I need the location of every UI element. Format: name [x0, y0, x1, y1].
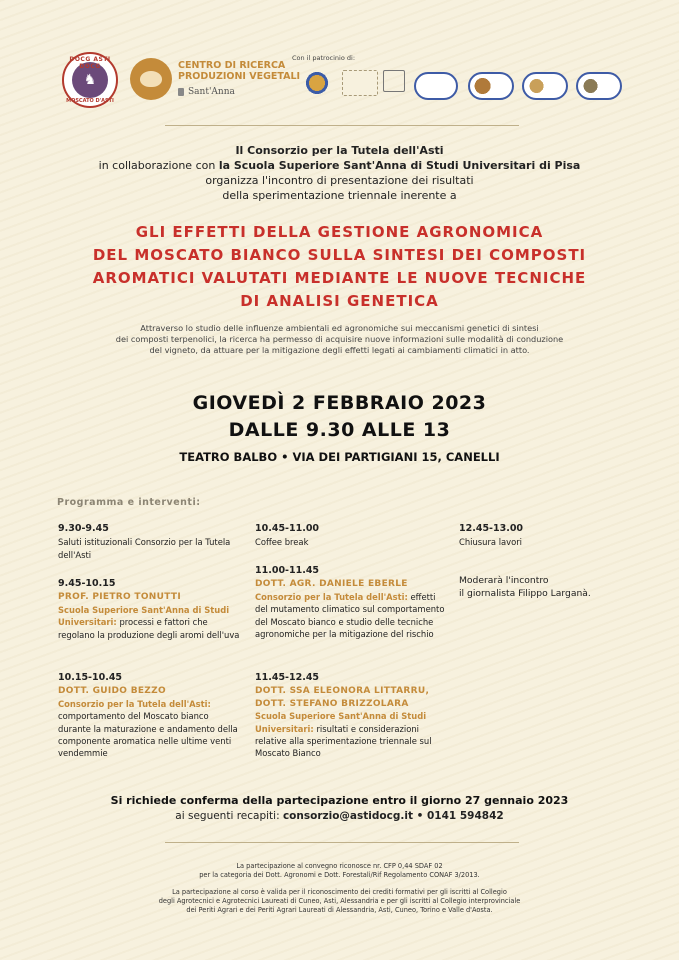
patron-logo-3 — [383, 70, 405, 92]
intro-text: Il Consorzio per la Tutela dell'Asti in collaborazione con la Scuola Superiore Sant'Anna di Studi Universitari di Pisa organizza l'incontro di presentazione dei risultati della sperimentazione triennale inerente a — [98, 144, 581, 202]
horse-icon: ♞ — [72, 62, 108, 98]
patrocinio-label: Con il patrocinio di: — [292, 54, 356, 62]
crpv-sub: Sant'Anna — [188, 87, 235, 97]
event-venue: TEATRO BALBO • VIA DEI PARTIGIANI 15, CANELLI — [179, 450, 500, 464]
leaf-icon — [140, 71, 162, 87]
patron-logo-5 — [468, 72, 514, 100]
patron-logo-4 — [414, 72, 458, 100]
patron-logo-6 — [522, 72, 568, 100]
program-slot: 10.15-10.45 DOTT. GUIDO BEZZO Consorzio per la Tutela dell'Asti: comportamento del Moscato bianco durante la maturazione e andamento della componente aromatica nelle ultime venti vendemmie — [58, 672, 238, 759]
program-heading: Programma e interventi: — [57, 497, 201, 508]
program-slot: 9.30-9.45 Saluti istituzionali Consorzio per la Tutela dell'Asti — [58, 523, 231, 560]
program-slot: 9.45-10.15 PROF. PIETRO TONUTTI Scuola Superiore Sant'Anna di Studi Universitari: processi e fattori che regolano la produzione degli aromi dell'uva — [58, 578, 240, 640]
event-description: Attraverso lo studio delle influenze ambientali ed agronomiche sui meccanismi genetici di sintesi dei composti terpenolici, la ricerca ha permesso di acquisire nuove informazioni sulle modalità di conduzione del vigneto, da attuare per la mitigazione degli effetti legati ai cambiamenti climatici in atto. — [115, 323, 564, 355]
crpv-name: CENTRO DI RICERCA PRODUZIONI VEGETALI — [178, 60, 301, 82]
footer-cfp: La partecipazione al convegno riconosce nr. CFP 0,44 SDAF 02 per la categoria dei Dott. Agronomi e Dott. Forestali/Rif Regolamento CONAF 3/2013. — [199, 862, 480, 879]
patron-logo-1 — [301, 70, 333, 96]
program-slot: 11.00-11.45 DOTT. AGR. DANIELE EBERLE Consorzio per la Tutela dell'Asti: effetti del mutamento climatico sul comportamento del Moscato bianco e studio delle tecniche agronomiche per la mitigazione del rischio — [255, 565, 445, 640]
rsvp-contacts: ai seguenti recapiti: consorzio@astidocg.it • 0141 594842 — [175, 810, 504, 822]
program-slot: 12.45-13.00 Chiusura lavori — [459, 523, 524, 548]
moderator-note: Moderarà l'incontro il giornalista Filippo Larganà. — [459, 575, 591, 599]
event-date: GIOVEDÌ 2 FEBBRAIO 2023 DALLE 9.30 ALLE 13 — [192, 392, 487, 441]
program-slot: 10.45-11.00 Coffee break — [255, 523, 320, 548]
divider-top — [165, 125, 519, 126]
rsvp-request: Si richiede conferma della partecipazione entro il giorno 27 gennaio 2023 — [110, 794, 569, 807]
event-title: GLI EFFETTI DELLA GESTIONE AGRONOMICA DEL MOSCATO BIANCO SULLA SINTESI DEI COMPOSTI AROMATICI VALUTATI MEDIANTE LE NUOVE TECNICHE DI ANALISI GENETICA — [92, 223, 587, 310]
patron-logo-7 — [576, 72, 622, 100]
docg-logo: DOCG ASTI DOCG ♞ MOSCATO D'ASTI — [62, 52, 118, 108]
footer-credits: La partecipazione al corso è valida per il riconoscimento dei crediti formativi per gli iscritti al Collegio degli Agrotecnici e Agrotecnici Laureati di Cuneo, Asti, Alessandria e per gli iscritti al Collegio interprovinciale dei Periti Agrari e dei Periti Agrari Laureati di Alessandria, Asti, Cuneo, Torino e Valle d'Aosta. — [158, 888, 521, 914]
phone-number: • 0141 594842 — [412, 810, 504, 822]
program-slot: 11.45-12.45 DOTT. SSA ELEONORA LITTARRU, DOTT. STEFANO BRIZZOLARA Scuola Superiore Sant'Anna di Studi Universitari: risultati e considerazioni relative alla sperimentazione triennale sul Moscato Bianco — [255, 672, 432, 759]
crpv-logo — [130, 58, 172, 100]
santanna-icon — [178, 88, 184, 96]
email-link[interactable]: consorzio@astidocg.it — [282, 810, 413, 822]
patron-logo-2 — [342, 70, 378, 96]
divider-bottom — [165, 842, 519, 843]
